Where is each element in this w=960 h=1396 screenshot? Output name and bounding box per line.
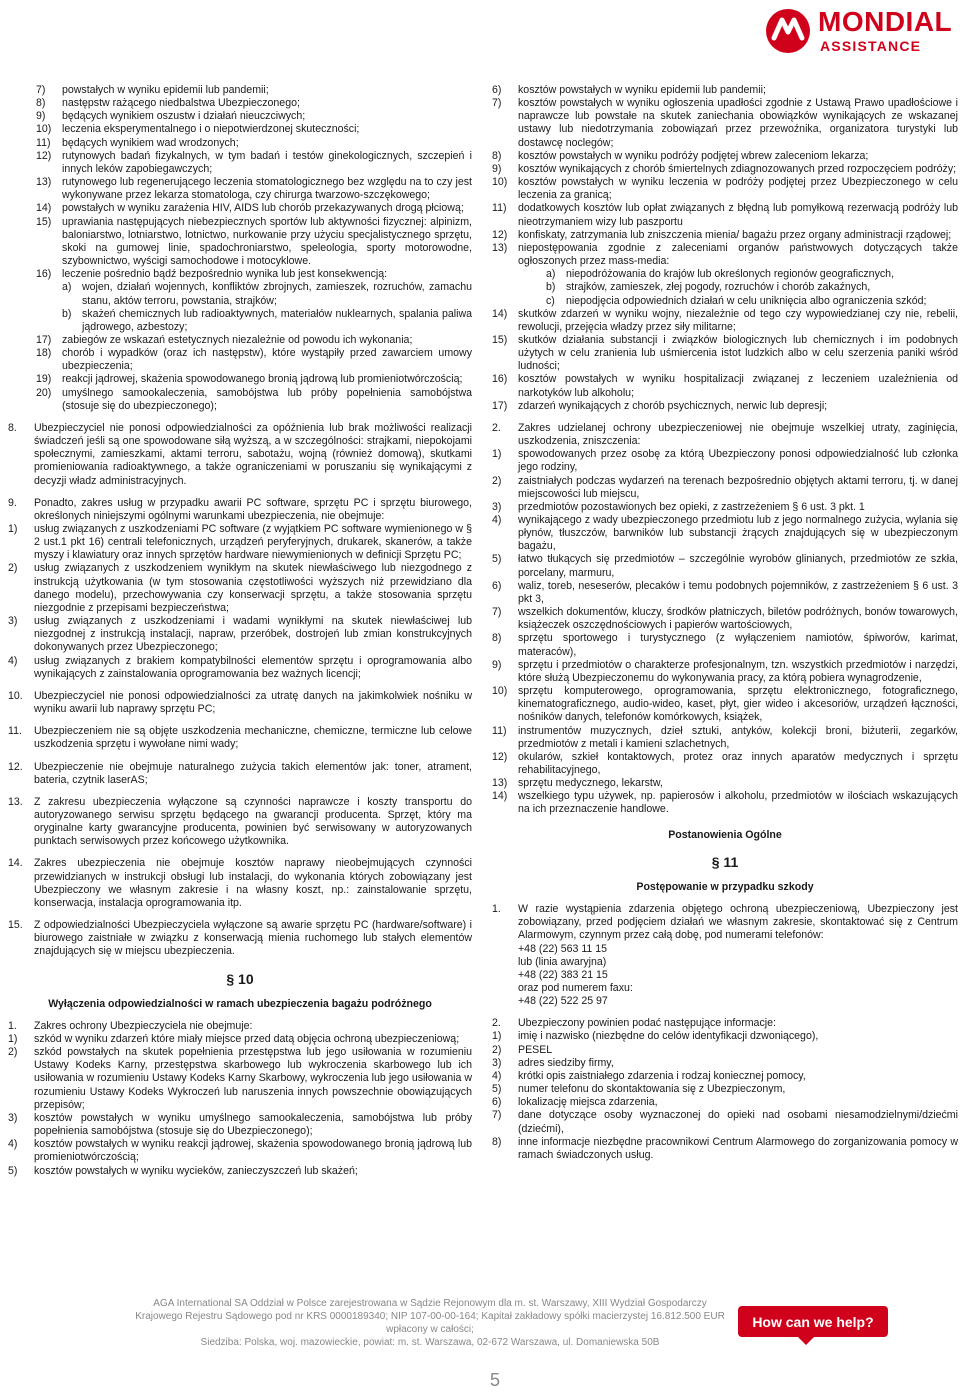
logo-mark-icon: [764, 8, 812, 54]
item-text: Ubezpieczenie nie obejmuje naturalnego zużycia takich elementów jak: toner, atrament, bateria, czytnik laserAS;: [34, 760, 472, 786]
item-number: 3): [492, 1056, 502, 1069]
list-item: [8, 1020, 472, 1033]
item-text: dane dotyczące osoby wyznaczonej do opieki nad osobami niesamodzielnymi/dziećmi (dziećmi),: [518, 1109, 958, 1135]
item-number: 7): [36, 84, 46, 96]
item-number: 11): [492, 202, 507, 215]
list-item: [8, 422, 472, 488]
item-number: 1): [8, 1033, 18, 1045]
list-item: [8, 562, 472, 615]
item-text: +48 (22) 522 25 97: [518, 995, 608, 1008]
item-text: rutynowych badań fizykalnych, w tym badań i testów ginekologicznych, szczepień i innych leków zapobiegawczych;: [62, 149, 472, 175]
item-text: usług związanych z uszkodzeniami PC software (z wyjątkiem PC software wymienionego w § 2 ust.1 pkt 16) centrali telefonicznych, urządzeń peryferyjnych, drukarek, skanerów, a także myszy i klawiatury oraz innych sprzętów hardware niewymienionych w definicji Sprzętu PC;: [34, 523, 472, 562]
item-text: szkód w wyniku zdarzeń które miały miejsce przed datą objęcia ochroną ubezpieczeniową;: [34, 1033, 460, 1045]
list-item: [492, 422, 958, 448]
item-text: sprzętu sportowego i turystycznego (z wyłączeniem namiotów, śpiworów, karimat, materaców),: [518, 632, 958, 658]
item-number: 5): [492, 1083, 502, 1096]
list-item: [492, 995, 958, 1008]
item-number: 2): [492, 1043, 502, 1056]
item-text: instrumentów muzycznych, dzieł sztuki, antyków, kolekcji broni, biżuterii, zegarków, przedmiotów z metali i kamieni szlachetnych,: [518, 724, 958, 750]
list-item: [492, 1136, 958, 1162]
item-number: 2): [8, 1046, 18, 1059]
item-number: 13.: [8, 795, 23, 808]
list-item: [492, 725, 958, 751]
logo-text-mondial: MONDIAL: [818, 6, 953, 37]
item-number: 9.: [8, 496, 17, 509]
item-text: wszelkich dokumentów, kluczy, środków płatniczych, biletów podróżnych, bonów towarowych, książeczek oszczędnościowych i papierów wartościowych,: [518, 606, 958, 632]
list-item: [492, 1070, 958, 1083]
item-number: 15): [492, 333, 508, 346]
list-item: [492, 982, 958, 995]
item-text: skażeń chemicznych lub radioaktywnych, materiałów nuklearnych, spalania paliwa jądrowego, azbestozy;: [82, 307, 472, 333]
list-item: [492, 163, 958, 176]
item-number: 8.: [8, 421, 17, 434]
item-text: okularów, szkieł kontaktowych, protez oraz innych aparatów medycznych i sprzętu rehabilitacyjnego,: [518, 750, 958, 776]
item-text: kosztów powstałych w wyniku leczenia w podróży podjętej przez Ubezpieczonego w celu leczenia za granicą;: [518, 176, 958, 202]
help-button[interactable]: How can we help?: [738, 1306, 888, 1337]
item-number: 10): [492, 685, 508, 698]
left-column: [8, 84, 472, 1178]
section-heading: Wyłączenia odpowiedzialności w ramach ubezpieczenia bagażu podróżnego: [48, 997, 432, 1010]
item-text: łatwo tłukących się przedmiotów – szczególnie wyrobów glinianych, przedmiotów ze szkła, porcelany, marmuru,: [518, 553, 958, 579]
item-text: lokalizację miejsca zdarzenia,: [518, 1096, 658, 1109]
item-text: strajków, zamieszek, złej pogody, rozruchów i chorób zakaźnych,: [566, 281, 871, 294]
list-item: [8, 373, 472, 386]
item-number: 1.: [492, 903, 501, 916]
footer-line: AGA International SA Oddział w Polsce zarejestrowana w Sądzie Rejonowym dla m. st. Warszawy, XIII Wydział Gospodarczy: [153, 1298, 707, 1309]
item-text: będących wynikiem wad wrodzonych;: [62, 136, 239, 149]
item-number: 12): [492, 750, 508, 763]
list-item: [8, 1138, 472, 1164]
item-number: 11): [492, 724, 507, 737]
item-number: 4): [492, 514, 502, 526]
item-number: 13): [36, 176, 52, 189]
list-item: [492, 150, 958, 163]
list-item: [8, 615, 472, 654]
item-number: 2): [492, 474, 502, 487]
list-item: [492, 943, 958, 956]
page-number: 5: [489, 1370, 500, 1390]
item-text: usług związanych z brakiem kompatybilności elementów sprzętu i oprogramowania albo wynikających z zainstalowania oprogramowania bez ważnych licencji;: [34, 654, 472, 680]
item-number: 7): [492, 97, 502, 110]
list-item: [492, 580, 958, 606]
item-text: zdarzeń wynikających z chorób psychicznych, nerwic lub depresji;: [518, 399, 828, 412]
item-number: 9): [492, 162, 502, 175]
item-number: 8): [36, 97, 46, 110]
logo-text-assistance: ASSISTANCE: [820, 38, 922, 54]
item-number: 4): [8, 654, 18, 667]
item-number: 19): [36, 373, 52, 386]
item-text: niepodróżowania do krajów lub określonych regionów geograficznych,: [566, 268, 895, 281]
item-number: 4): [492, 1069, 502, 1082]
item-number: 7): [492, 606, 502, 619]
item-number: 8): [492, 632, 502, 645]
list-item: [8, 387, 472, 413]
list-item: [8, 1033, 472, 1046]
list-item: [8, 150, 472, 176]
list-item: [492, 202, 958, 228]
item-text: sprzętu i przedmiotów o charakterze profesjonalnym, tzn. wszystkich przedmiotów i narzędzi, które służą Ubezpieczonemu do wykonywania pracy, za którą pobiera wynagrodzenie,: [518, 658, 958, 684]
item-text: numer telefonu do skontaktowania się z Ubezpieczonym,: [518, 1083, 786, 1096]
list-item: [492, 268, 958, 281]
item-text: +48 (22) 383 21 15: [518, 968, 608, 981]
list-item: [492, 903, 958, 942]
item-text: wszelkiego typu używek, np. papierosów i alkoholu, przedmiotów w ilościach wskazujących na ich przeznaczenie handlowe.: [518, 790, 958, 816]
item-number: 7): [492, 1109, 502, 1122]
mondial-assistance-logo: [764, 4, 954, 56]
list-item: [8, 655, 472, 681]
list-item: [8, 281, 472, 307]
item-text: wynikającego z wady ubezpieczonego przedmiotu lub z jego normalnego zużycia, wylania się płynów, tłuszczów, barwników lub substancji żrących znajdujących się w ubezpieczonym bagażu,: [518, 514, 958, 553]
list-item: [8, 97, 472, 110]
item-text: usług związanych z uszkodzeniem wynikłym na skutek niewłaściwego lub niezgodnego z instrukcją użytkowania (w tym stosowania częstotliwości wyższych niż przewidziano dla danego modelu), przechowywania czy konserwacji sprzętu, a także stosowania sprzętu niezgodnie z przepisami bezpieczeństwa;: [34, 562, 472, 614]
item-text: zabiegów ze wskazań estetycznych niezależnie od powodu ich wykonania;: [62, 333, 413, 346]
list-item: [492, 84, 958, 97]
item-number: a): [62, 281, 72, 294]
list-item: [492, 97, 958, 150]
list-item: [8, 84, 472, 97]
item-number: 3): [8, 615, 18, 628]
item-text: kosztów powstałych w wyniku epidemii lub pandemii;: [518, 84, 766, 96]
item-number: 15.: [8, 919, 23, 932]
item-number: 8): [492, 149, 502, 162]
item-text: Zakres udzielanej ochrony ubezpieczeniowej nie obejmuje wszelkiej utraty, zaginięcia, uszkodzenia, zniszczenia:: [518, 421, 958, 448]
item-text: Ubezpieczyciel nie ponosi odpowiedzialności za utratę danych na jakimkolwiek nośniku w wyniku awarii lub naprawy sprzętu PC;: [34, 689, 472, 716]
list-item: [492, 969, 958, 982]
item-text: inne informacje niezbędne pracownikowi Centrum Alarmowego do zorganizowania pomocy w ramach świadczonych usług.: [518, 1135, 958, 1161]
list-item: [492, 475, 958, 501]
item-number: 1): [492, 1030, 502, 1043]
list-item: [492, 685, 958, 724]
item-text: skutków działania substancji i związków biologicznych lub chemicznych i im podobnych użytych w celu zranienia lub uśmiercenia istot ludzkich albo w celu szerzenia paniki wśród ludności;: [518, 333, 958, 373]
item-number: 1): [8, 523, 18, 535]
item-text: imię i nazwisko (niezbędne do celów identyfikacji dzwoniącego),: [518, 1030, 819, 1043]
item-number: 1.: [8, 1019, 17, 1032]
item-number: 2): [8, 562, 18, 575]
item-number: 2.: [492, 1017, 501, 1030]
section-heading: § 10: [226, 970, 254, 987]
item-text: waliz, toreb, neseserów, plecaków i temu podobnych pojemników, z zastrzeżeniem § 6 ust. 3 pkt 3,: [518, 579, 958, 605]
item-text: Ponadto, zakres usług w przypadku awarii PC software, sprzętu PC i sprzętu biurowego, określonych niniejszymi ogólnymi warunkami ubezpieczenia, nie obejmuje:: [34, 496, 472, 522]
right-column: [492, 84, 958, 1162]
item-text: będących wynikiem oszustw i działań nieuczciwych;: [62, 110, 306, 123]
item-text: dodatkowych kosztów lub opłat związanych z błędną lub pomyłkową rezerwacją podróży lub nieotrzymaniem wizy lub paszportu: [518, 202, 958, 228]
list-item: [8, 137, 472, 150]
item-text: niepostępowania zgodnie z zaleceniami organów państwowych dotyczących także ogłoszonych przez mass-media:: [518, 241, 958, 268]
item-text: sprzętu medycznego, lekarstw,: [518, 777, 663, 790]
item-text: następstw rażącego niedbalstwa Ubezpieczonego;: [62, 97, 300, 110]
item-text: umyślnego samookaleczenia, samobójstwa lub próby popełnienia samobójstwa (stosuje się do ubezpieczonego);: [62, 386, 472, 412]
list-item: [492, 751, 958, 777]
item-number: 10): [36, 123, 52, 136]
item-text: kosztów powstałych w wyniku umyślnego samookaleczenia, samobójstwa lub próby popełnienia samobójstwa (stosuje się do Ubezpieczonego);: [34, 1111, 472, 1138]
item-number: 16): [36, 268, 52, 281]
list-item: [492, 659, 958, 685]
item-number: 13): [492, 777, 508, 790]
list-item: [8, 1046, 472, 1112]
item-number: 17): [492, 399, 508, 412]
item-text: kosztów wynikających z chorób śmiertelnych zdiagnozowanych przed rozpoczęciem podróży;: [518, 162, 957, 175]
list-item: [8, 690, 472, 716]
item-number: 14.: [8, 857, 23, 870]
section-heading: Postępowanie w przypadku szkody: [636, 880, 814, 893]
item-text: rutynowego lub regenerującego leczenia stomatologicznego bez względu na to czy jest wykonywane przez lekarza stomatologa, czy chirurga twarzowo-szczękowego;: [62, 176, 472, 202]
item-text: kosztów powstałych w wyniku podróży podjętej wbrew zaleceniom lekarza;: [518, 149, 869, 162]
list-item: [492, 632, 958, 658]
item-number: 8): [492, 1135, 502, 1148]
item-number: 12.: [8, 760, 23, 773]
item-text: przedmiotów pozostawionych bez opieki, z zastrzeżeniem § 6 ust. 3 pkt. 1: [518, 500, 865, 513]
list-item: [8, 857, 472, 910]
item-text: oraz pod numerem faxu:: [518, 982, 633, 994]
item-number: 2.: [492, 421, 501, 434]
item-text: Ubezpieczeniem nie są objęte uszkodzenia mechaniczne, chemiczne, termiczne lub celowe uszkodzenia sprzętu i wywołane nimi wady;: [34, 725, 472, 751]
list-item: [492, 1017, 958, 1030]
item-number: a): [546, 268, 556, 281]
list-item: [492, 334, 958, 373]
item-number: 6): [492, 1096, 502, 1109]
list-item: [8, 334, 472, 347]
item-text: sprzętu komputerowego, oprogramowania, sprzętu elektronicznego, fotograficznego, kinematograficznego, audio-wideo, kaset, płyt, gier wideo i akcesoriów, urządzeń łączności, nośników danych, telefonów komórkowych, książek,: [518, 685, 958, 724]
item-number: c): [546, 294, 555, 307]
item-number: 4): [8, 1138, 18, 1151]
list-item: [8, 1112, 472, 1138]
list-item: [492, 1083, 958, 1096]
item-text: chorób i wypadków (oraz ich następstw), które wystąpiły przed zawarciem umowy ubezpieczenia;: [62, 347, 472, 373]
list-item: [8, 202, 472, 215]
list-item: [8, 1165, 472, 1178]
section-heading: Postanowienia Ogólne: [668, 828, 782, 841]
list-item: [492, 229, 958, 242]
item-number: 17): [36, 333, 52, 346]
footer-line: Krajowego Rejestru Sądowego pod nr KRS 0000189340; NIP 107-00-00-164; Kapitał zakładowy spółki macierzystej 16.812.500 EUR wpłacony w całości;: [135, 1311, 725, 1335]
item-text: powstałych w wyniku epidemii lub pandemii;: [62, 84, 269, 96]
legal-footer: [120, 1297, 740, 1349]
list-item: [492, 400, 958, 413]
list-item: [492, 281, 958, 294]
list-item: [492, 1096, 958, 1109]
item-text: Zakres ochrony Ubezpieczyciela nie obejmuje:: [34, 1019, 253, 1032]
list-item: [8, 268, 472, 281]
item-text: Ubezpieczyciel nie ponosi odpowiedzialności za opóźnienia lub brak możliwości realizacji świadczeń jeśli są one spowodowane siłą wyższą, a w szczególności: strajkami, niepokojami społecznymi, zamieszkami, aktami terroru, sabotażu, wojną (również domową), skutkami promieniowania radioaktywnego, a także ograniczeniami w poruszaniu się wynikającymi z decyzji władz administracyjnych.: [34, 421, 472, 487]
item-text: uprawiania następujących niebezpiecznych sportów lub aktywności fizycznej: alpinizm, baloniarstwo, lotniarstwo, lotnictwo, nurkowanie przy użyciu specjalistycznego sprzętu, skoki na gumowej linie, spadochroniarstwo, speleologia, sporty motorowodne, szybownictwo, wyścigi samochodowe i motocyklowe.: [62, 215, 472, 268]
item-number: 12): [492, 228, 508, 241]
list-item: [8, 523, 472, 562]
list-item: [492, 176, 958, 202]
list-item: [8, 123, 472, 136]
item-text: kosztów powstałych w wyniku wycieków, zanieczyszczeń lub skażeń;: [34, 1164, 358, 1177]
list-item: [8, 761, 472, 787]
item-number: 5): [8, 1164, 18, 1177]
list-item: [492, 295, 958, 308]
list-item: [492, 1030, 958, 1043]
list-item: [8, 796, 472, 849]
item-text: skutków zdarzeń w wyniku wojny, niezależnie od tego czy wypowiedzianej czy nie, rebelii, rewolucji, przejęcia władzy przez siły militarne;: [518, 307, 958, 333]
list-item: [8, 110, 472, 123]
item-number: 14): [36, 202, 52, 215]
item-number: 20): [36, 386, 52, 399]
item-text: Z odpowiedzialności Ubezpieczyciela wyłączone są awarie sprzętu PC (hardware/software) i biurowego zaistniałe w związku z konserwacją mienia ruchomego lub stałych elementów znajdujących się w miejscu ubezpieczenia.: [34, 919, 472, 958]
item-number: 10.: [8, 689, 23, 702]
list-item: [492, 1109, 958, 1135]
list-item: [8, 725, 472, 751]
item-text: reakcji jądrowej, skażenia spowodowanego bronią jądrową lub promieniotwórczością;: [62, 373, 463, 386]
item-text: Z zakresu ubezpieczenia wyłączone są czynności naprawcze i koszty transportu do autoryzowanego serwisu sprzętu będącego na gwarancji producenta. Sprzęt, który ma oryginalne karty gwarancyjne producenta, powinien być serwisowany w autoryzowanych punktach serwisowych przez końcowego użytkownika.: [34, 795, 472, 848]
list-item: [492, 956, 958, 969]
item-number: 5): [492, 553, 502, 566]
item-number: b): [62, 307, 72, 320]
list-item: [492, 242, 958, 268]
item-number: 3): [492, 500, 502, 513]
list-item: [8, 347, 472, 373]
item-number: 14): [492, 307, 508, 320]
item-text: wojen, działań wojennych, konfliktów zbrojnych, zamieszek, rozruchów, zamachu stanu, aktów terroru, powstania, strajków;: [82, 281, 472, 307]
list-item: [492, 501, 958, 514]
item-number: b): [546, 281, 556, 294]
item-number: 9): [36, 110, 46, 123]
item-text: szkód powstałych na skutek popełnienia przestępstwa lub jego usiłowania w rozumieniu Ustawy Kodeks Karny, przestępstwa skarbowego lub wykroczenia skarbowego lub ich usiłowania w rozumieniu Ustawy Kodeks Karny Skarbowy, wykroczenia lub jego usiłowania w rozumieniu Ustawy Kodeks Wykroczeń lub naruszenia innych powszechnie obowiązujących przepisów;: [34, 1046, 472, 1111]
list-item: [8, 216, 472, 269]
list-item: [492, 777, 958, 790]
item-text: krótki opis zaistniałego zdarzenia i rodzaj koniecznej pomocy,: [518, 1069, 806, 1082]
item-number: 11): [36, 136, 51, 149]
list-item: [492, 553, 958, 579]
item-text: lub (linia awaryjna): [518, 955, 607, 968]
section-heading: § 11: [711, 853, 739, 870]
item-text: powstałych w wyniku zarażenia HIV, AIDS lub chorób przekazywanych drogą płciową;: [62, 202, 464, 215]
item-text: konfiskaty, zatrzymania lub zniszczenia mienia/ bagażu przez organy administracji rządowej;: [518, 228, 952, 241]
item-text: W razie wystąpienia zdarzenia objętego ochroną ubezpieczeniową, Ubezpieczony jest zobowiązany, przed podjęciem działań we własnym zakresie, skontaktować się z Centrum Alarmowym, czynnym przez całą dobę, pod numerami telefonów:: [518, 903, 958, 942]
item-number: 11.: [8, 725, 22, 738]
item-number: 16): [492, 373, 508, 386]
item-text: zaistniałych podczas wydarzeń na terenach bezpośrednio objętych aktami terroru, tj. w danej miejscowości lub miejscu,: [518, 474, 958, 500]
list-item: [8, 308, 472, 334]
item-number: 13): [492, 241, 508, 254]
item-text: PESEL: [518, 1043, 553, 1056]
item-text: kosztów powstałych w wyniku reakcji jądrowej, skażenia spowodowanego bronią jądrową lub promieniotwórczością;: [34, 1138, 472, 1164]
list-item: [492, 448, 958, 474]
list-item: [492, 1057, 958, 1070]
item-text: adres siedziby firmy,: [518, 1056, 614, 1069]
item-number: 15): [36, 215, 52, 228]
item-number: 6): [492, 579, 502, 592]
list-item: [492, 308, 958, 334]
item-text: Zakres ubezpieczenia nie obejmuje kosztów naprawy nieobejmujących czynności przewidzianych w instrukcji obsługi lub instalacji, do wykonania których zobowiązany jest Ubezpieczony we własnym zakresie i na własny koszt, np.: zainstalowanie sprzętu, konserwacja, instalacja oprogramowania itp.: [34, 857, 472, 909]
list-item: [8, 919, 472, 958]
list-item: [8, 497, 472, 523]
item-text: leczenie pośrednio bądź bezpośrednio wynika lub jest konsekwencją:: [62, 268, 388, 281]
list-item: [8, 176, 472, 202]
item-text: kosztów powstałych w wyniku ogłoszenia upadłości zgodnie z Ustawą Prawo upadłościowe i naprawcze lub powstałe na skutek zaniechania obowiązków wynikających ze wskazanej ustawy lub niedotrzymania zobowiązań przez przewoźnika, organizatora turystyki lub dostawcę noclegów;: [518, 97, 958, 149]
item-number: 14): [492, 790, 508, 803]
list-item: [492, 606, 958, 632]
item-text: +48 (22) 563 11 15: [518, 942, 608, 955]
item-text: usług związanych z uszkodzeniami i wadami wynikłymi na skutek niewłaściwej lub niezgodnej z instrukcją instalacji, napraw, przeróbek, dostrojeń lub zmian konstrukcyjnych dokonywanych przez Ubezpieczonego;: [34, 615, 472, 654]
item-number: 18): [36, 347, 52, 360]
item-text: Ubezpieczony powinien podać następujące informacje:: [518, 1017, 776, 1030]
item-number: 10): [492, 176, 508, 189]
item-number: 9): [492, 658, 502, 671]
item-number: 6): [492, 84, 502, 96]
item-text: leczenia eksperymentalnego i o niepotwierdzonej skuteczności;: [62, 123, 360, 136]
item-number: 3): [8, 1111, 18, 1124]
item-text: niepodjęcia odpowiednich działań w celu uniknięcia albo ograniczenia szkód;: [566, 294, 927, 307]
item-number: 1): [492, 448, 502, 461]
footer-line: Siedziba: Polska, woj. mazowieckie, powiat: m. st. Warszawa, 02-672 Warszawa, ul. Domaniewska 50B: [200, 1337, 660, 1348]
list-item: [492, 1044, 958, 1057]
item-text: spowodowanych przez osobę za którą Ubezpieczony ponosi odpowiedzialność lub członka jego rodziny,: [518, 448, 958, 474]
item-number: 12): [36, 149, 52, 162]
list-item: [492, 790, 958, 816]
list-item: [492, 514, 958, 553]
list-item: [492, 373, 958, 399]
item-text: kosztów powstałych w wyniku hospitalizacji związanej z leczeniem uzależnienia od narkotyków lub alkoholu;: [518, 373, 958, 399]
